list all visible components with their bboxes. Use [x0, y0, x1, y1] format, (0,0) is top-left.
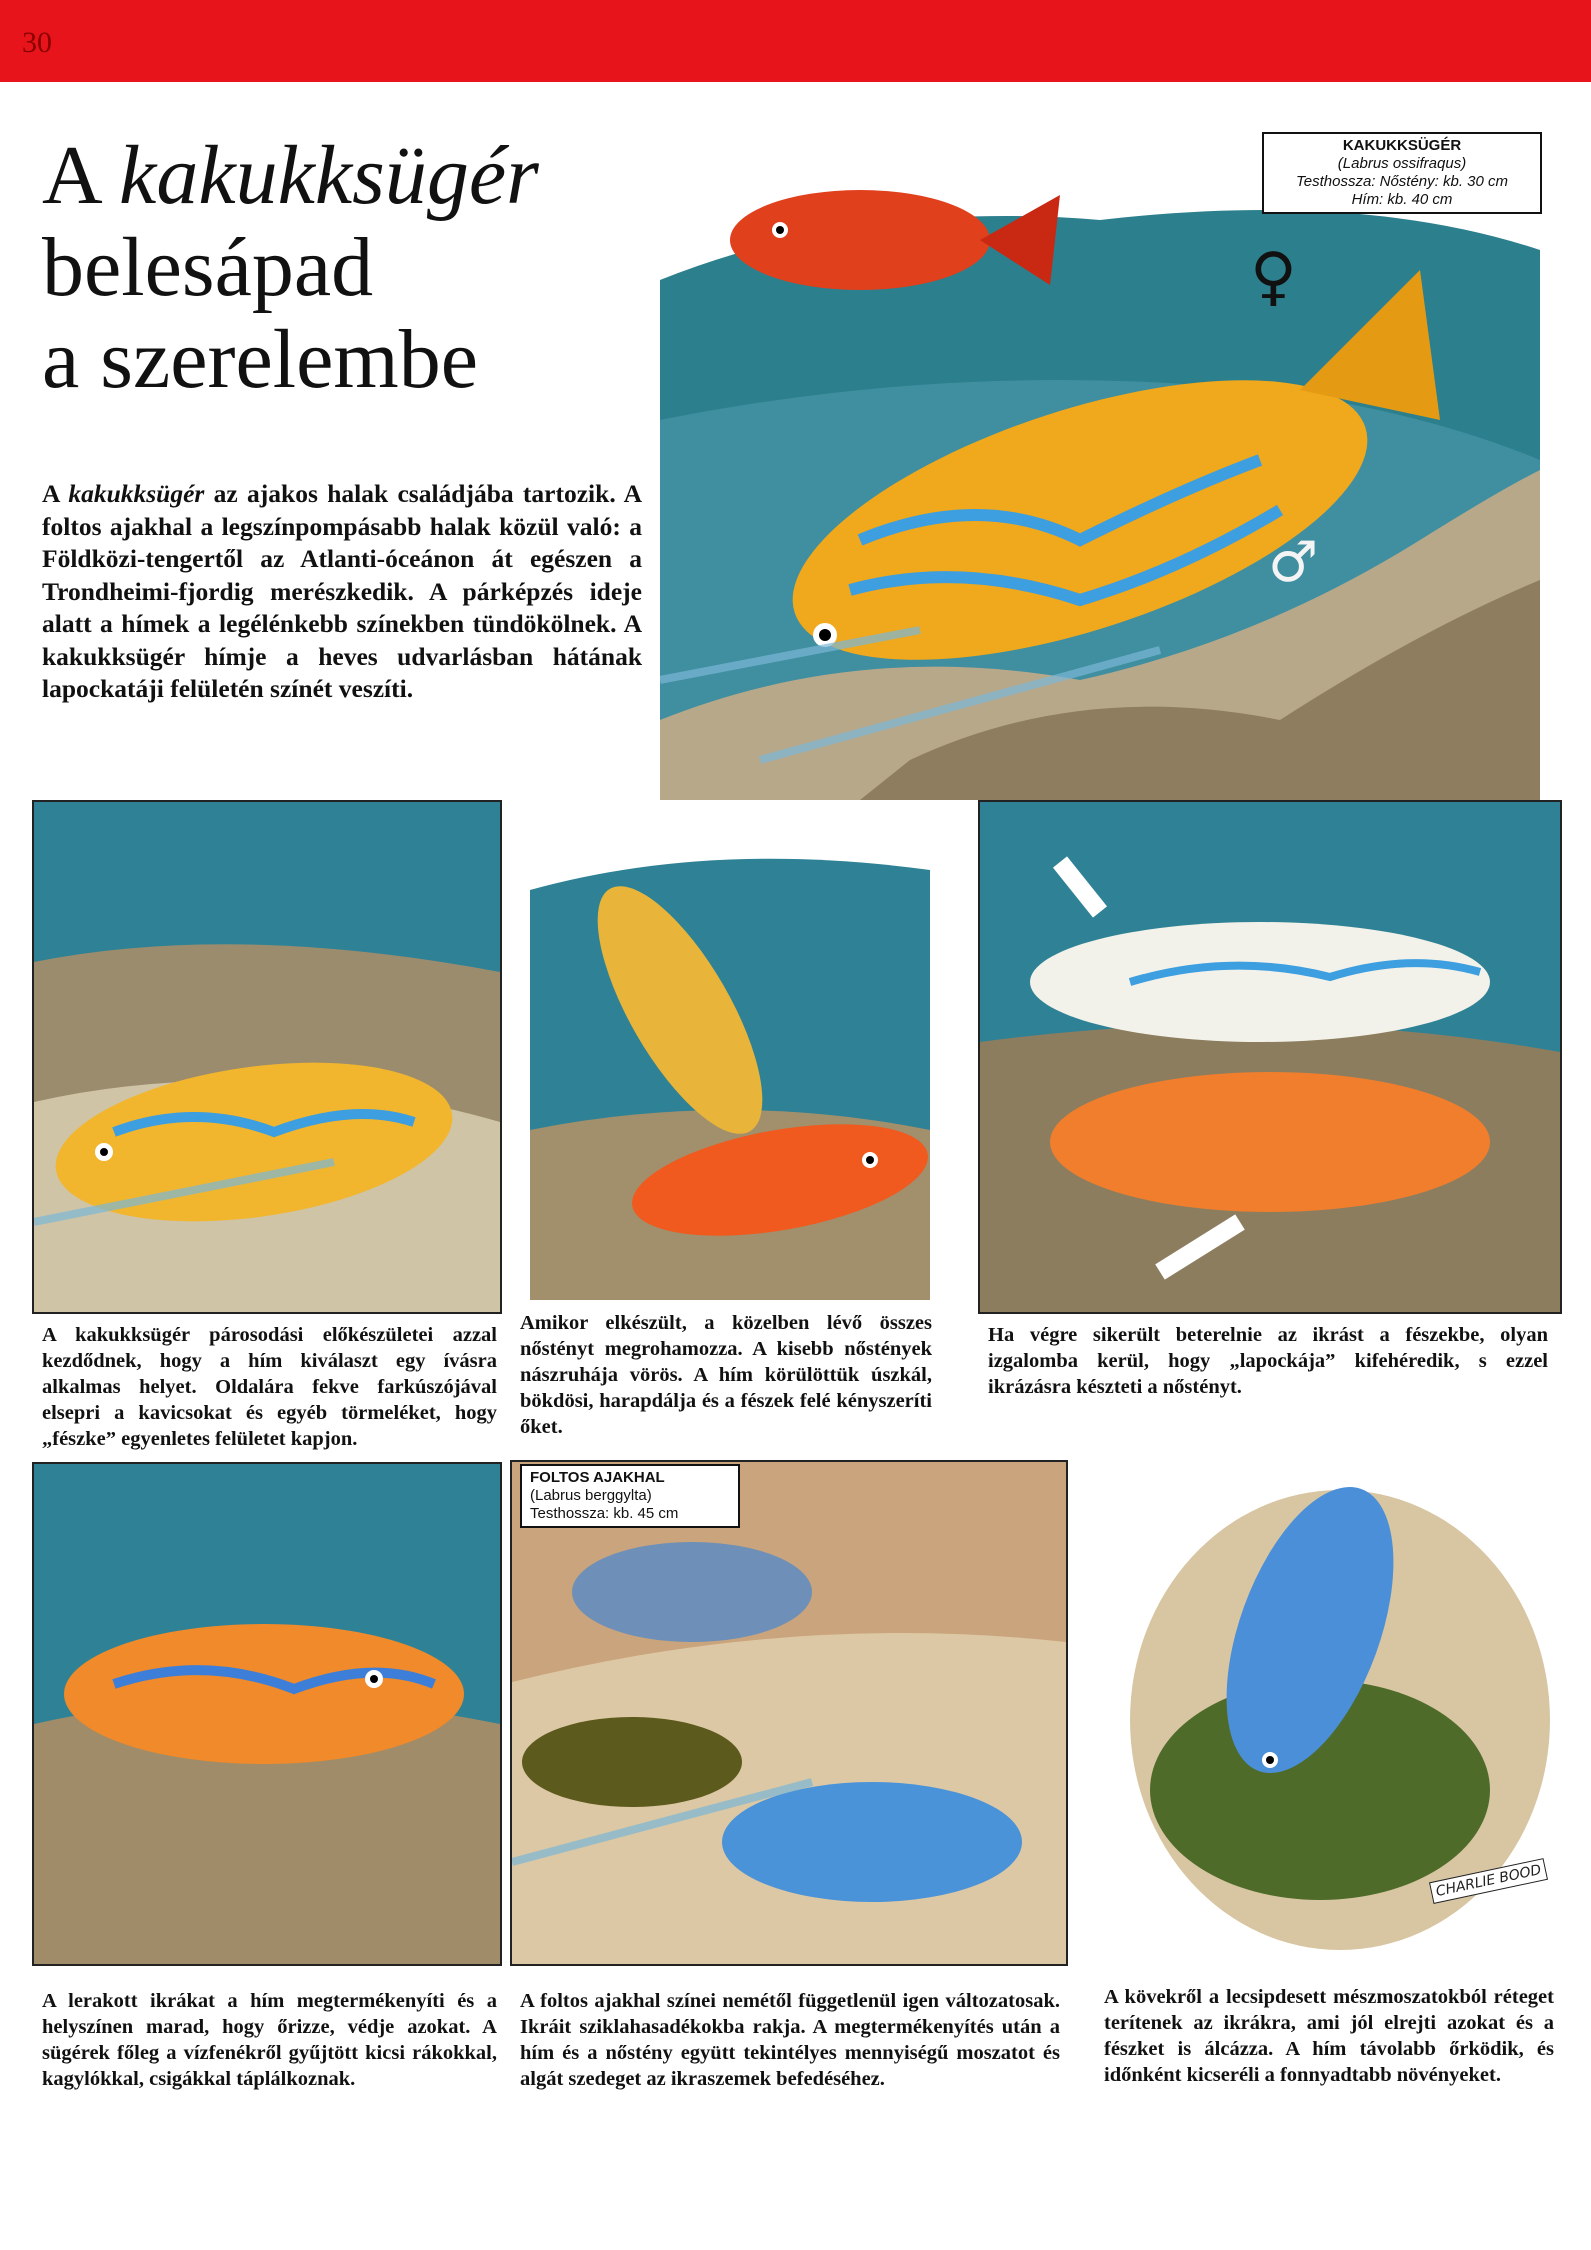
male-symbol-icon: ♂: [1268, 530, 1319, 595]
hero-fish-drawing: [660, 160, 1540, 800]
caption-panel-3: Ha végre sikerült beterelnie az ikrást a fészekbe, olyan izgalomba kerül, hogy „lapockája” kifehéredik, s ezzel ikrázásra készteti a nőstényt.: [988, 1324, 1548, 1398]
caption-panel-5: A foltos ajakhal színei nemétől függetlenül igen változatosak. Ikráit sziklahasadékokba rakja. A megtermékenyítés után a hím és a nőstény együtt tekintélyes mennyiségű moszatot és algát szedeget az ikraszemek befedéséhez.: [520, 1990, 1060, 2090]
panel-2-drawing: [510, 830, 942, 1300]
info-name: FOLTOS AJAKHAL: [530, 1469, 665, 1486]
info-size-female: Testhossza: Nőstény: kb. 30 cm: [1295, 173, 1509, 190]
caption-panel-4: A lerakott ikrákat a hím megtermékenyíti és a helyszínen marad, hogy őrizze, védje azokat. A sügérek főleg a vízfenékről gyűjtött kicsi rákokkal, kagylókkal, csigákkal táplálkoznak.: [42, 1990, 497, 2090]
page-number: 30: [22, 26, 52, 59]
title-line-1: A kakukksügér: [42, 129, 539, 222]
top-color-bar: [0, 0, 1591, 82]
panel-1-drawing: [34, 802, 500, 1312]
panel-3-drawing: [980, 802, 1560, 1312]
species-info-box-ballan-wrasse: [520, 1464, 740, 1528]
species-info-box-cuckoo-wrasse: [1262, 132, 1542, 214]
caption-panel-6: A kövekről a lecsipdesett mészmoszatokból réteget terítenek az ikrákra, ami jól elrejti azokat és a fészket is álcázza. A hím távolabb őrködik, és időnként kicseréli a fonnyadtabb növényeket.: [1104, 1986, 1554, 2086]
panel-4-illustration: [32, 1462, 502, 1966]
intro-species: kakukksügér: [68, 479, 205, 508]
panel-3-illustration: [978, 800, 1562, 1314]
info-latin: (Labrus ossifraqus): [1337, 155, 1467, 172]
info-latin: (Labrus berggylta): [530, 1487, 652, 1504]
info-size: Testhossza: kb. 45 cm: [530, 1505, 679, 1522]
page-title: [42, 130, 539, 406]
panel-5-illustration: [510, 1460, 1068, 1966]
info-size-male: Hím: kb. 40 cm: [1351, 191, 1453, 208]
panel-1-illustration: [32, 800, 502, 1314]
caption-panel-1: A kakukksügér párosodási előkészületei azzal kezdődnek, hogy a hím kiválaszt egy ívásra alkalmas helyet. Oldalára fekve farkúszójával elsepri a kavicsokat és egyéb törmeléket, hogy „fészke” egyenletes felületet kapjon.: [42, 1324, 497, 1450]
info-name: KAKUKKSÜGÉR: [1342, 137, 1462, 154]
panel-4-drawing: [34, 1464, 500, 1964]
hero-illustration: [660, 160, 1540, 800]
artist-signature: CHARLIE BOOD: [1429, 1858, 1548, 1904]
panel-5-drawing: [512, 1462, 1066, 1964]
intro-paragraph: A kakukksügér az ajakos halak családjába tartozik. A foltos ajakhal a legszínpompásabb halak közül való: a Földközi-tengertől az Atlanti-óceánon át egészen a Trondheimi-fjordig merészkedik. A párképzés ideje alatt a hímek a legélénkebb színekben tündökölnek. A kakukksügér hímje a heves udvarlásban hátának lapockatáji felületén színét veszíti.: [42, 479, 643, 703]
caption-panel-2: Amikor elkészült, a közelben lévő összes nőstényt megrohamozza. A kisebb nőstények nászruhája vörös. A hím körülöttük úszkál, bökdösi, harapdálja és a fészek felé kényszeríti őket.: [520, 1312, 932, 1438]
title-species: kakukksügér: [119, 129, 539, 222]
female-symbol-icon: ♀: [1250, 240, 1297, 314]
title-line-2: belesápad: [42, 221, 374, 314]
title-line-3: a szerelembe: [42, 313, 479, 406]
panel-2-illustration: [510, 830, 942, 1300]
